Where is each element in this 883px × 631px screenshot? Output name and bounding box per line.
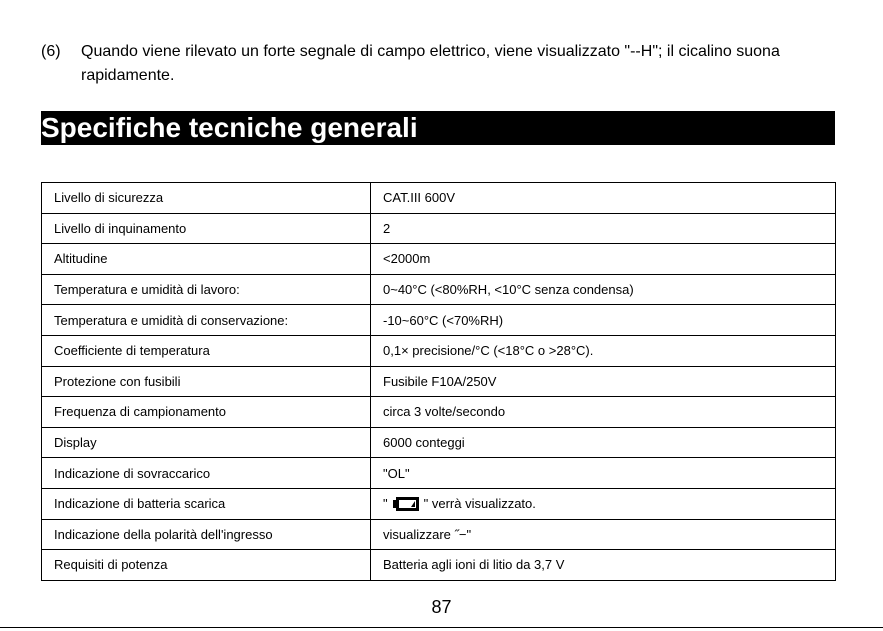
intro-paragraph — [41, 40, 851, 88]
table-row — [42, 335, 836, 366]
section-title: Specifiche tecniche generali — [41, 111, 835, 145]
table-row — [42, 488, 836, 519]
table-row — [42, 366, 836, 397]
spec-label: Altitudine — [42, 244, 371, 275]
bottom-rule — [0, 627, 883, 628]
table-row — [42, 305, 836, 336]
spec-label: Livello di inquinamento — [42, 213, 371, 244]
spec-value: visualizzare ˝−" — [371, 519, 836, 550]
spec-value-suffix: " verrà visualizzato. — [423, 496, 536, 512]
table-row — [42, 519, 836, 550]
spec-value — [371, 488, 836, 519]
spec-label: Indicazione di sovraccarico — [42, 458, 371, 489]
intro-number: (6) — [41, 43, 61, 60]
spec-label: Indicazione della polarità dell'ingresso — [42, 519, 371, 550]
spec-label: Livello di sicurezza — [42, 183, 371, 214]
spec-value: 0,1× precisione/°C (<18°C o >28°C). — [371, 335, 836, 366]
spec-value: -10~60°C (<70%RH) — [371, 305, 836, 336]
spec-label: Display — [42, 427, 371, 458]
spec-value: CAT.III 600V — [371, 183, 836, 214]
intro-line-1: Quando viene rilevato un forte segnale di campo elettrico, viene visualizzato "--H"; il cicalino suona — [81, 43, 780, 60]
spec-label: Frequenza di campionamento — [42, 397, 371, 428]
spec-value-prefix: " — [383, 496, 388, 512]
table-row — [42, 213, 836, 244]
table-row — [42, 427, 836, 458]
specs-table — [41, 182, 836, 581]
spec-value: <2000m — [371, 244, 836, 275]
spec-value: 0~40°C (<80%RH, <10°C senza condensa) — [371, 274, 836, 305]
intro-line-2: rapidamente. — [81, 67, 175, 84]
spec-value: 2 — [371, 213, 836, 244]
table-row — [42, 183, 836, 214]
spec-value: circa 3 volte/secondo — [371, 397, 836, 428]
table-row — [42, 244, 836, 275]
spec-label: Protezione con fusibili — [42, 366, 371, 397]
spec-value: Batteria agli ioni di litio da 3,7 V — [371, 550, 836, 581]
table-row — [42, 550, 836, 581]
spec-label: Coefficiente di temperatura — [42, 335, 371, 366]
spec-value: Fusibile F10A/250V — [371, 366, 836, 397]
spec-label: Requisiti di potenza — [42, 550, 371, 581]
table-row — [42, 274, 836, 305]
table-row — [42, 458, 836, 489]
spec-label: Indicazione di batteria scarica — [42, 488, 371, 519]
spec-label: Temperatura e umidità di conservazione: — [42, 305, 371, 336]
spec-label: Temperatura e umidità di lavoro: — [42, 274, 371, 305]
spec-value: 6000 conteggi — [371, 427, 836, 458]
spec-value: "OL" — [371, 458, 836, 489]
page-number: 87 — [431, 597, 452, 617]
battery-low-icon — [393, 497, 419, 511]
table-row — [42, 397, 836, 428]
